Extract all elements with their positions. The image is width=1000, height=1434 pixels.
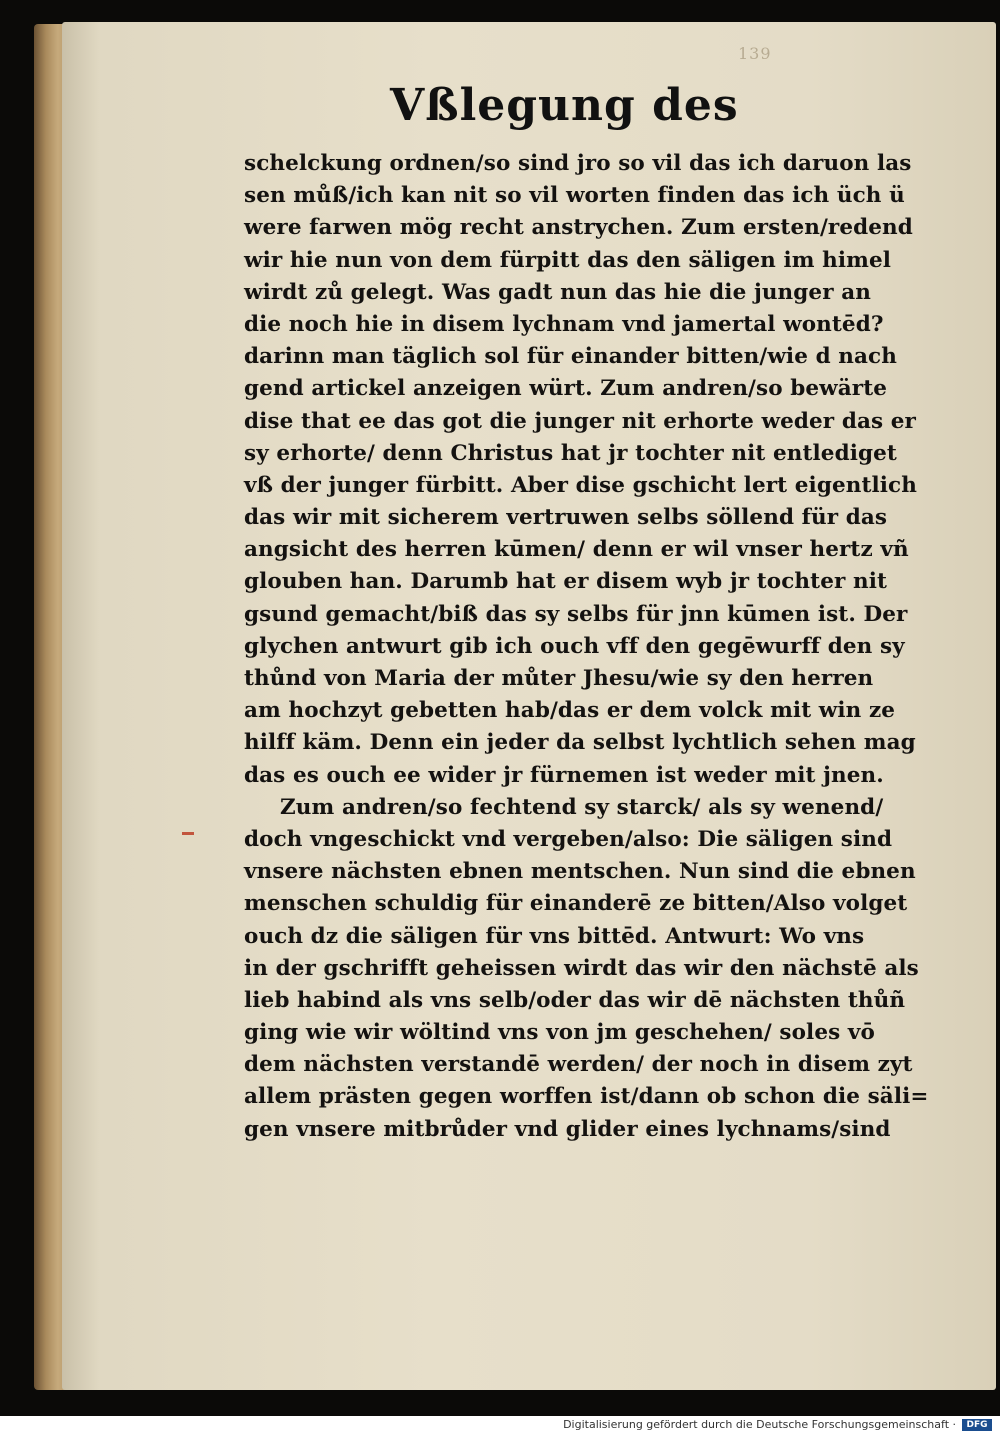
paragraph-start-line: Zum andren/so fechtend sy starck/ als sy wenend/ bbox=[280, 794, 884, 820]
text-line: wirdt zů gelegt. Was gadt nun das hie die junger an bbox=[244, 279, 871, 305]
text-line: das wir mit sicherem vertruwen selbs söllend für das bbox=[244, 505, 888, 531]
text-line: die noch hie in disem lychnam vnd jamertal wontēd? bbox=[244, 311, 884, 337]
text-line: angsicht des herren kūmen/ denn er wil vnser hertz vñ bbox=[244, 537, 909, 563]
text-line: ouch dz die säligen für vns bittēd. Antwurt: Wo vns bbox=[244, 923, 865, 949]
text-line: hilff käm. Denn ein jeder da selbst lychtlich sehen mag bbox=[244, 730, 916, 756]
text-line: das es ouch ee wider jr fürnemen ist weder mit jnen. bbox=[244, 762, 884, 788]
text-line: vnsere nächsten ebnen mentschen. Nun sind die ebnen bbox=[244, 859, 916, 885]
text-line: allem prästen gegen worffen ist/dann ob schon die säli= bbox=[244, 1084, 929, 1110]
digitization-credit: Digitalisierung gefördert durch die Deutsche Forschungsgemeinschaft · bbox=[563, 1418, 956, 1431]
text-line: doch vngeschickt vnd vergeben/also: Die säligen sind bbox=[244, 826, 893, 852]
text-line: ging wie wir wöltind vns von jm geschehen/ soles vō bbox=[244, 1020, 875, 1046]
text-line: menschen schuldig für einanderē ze bitten/Also volget bbox=[244, 891, 908, 917]
text-line: wir hie nun von dem fürpitt das den säligen im himel bbox=[244, 247, 892, 273]
red-ink-mark bbox=[182, 832, 194, 835]
text-line: in der gschrifft geheissen wirdt das wir den nächstē als bbox=[244, 955, 919, 981]
text-line: gsund gemacht/biß das sy selbs für jnn kūmen ist. Der bbox=[244, 601, 908, 627]
text-line: gend artickel anzeigen würt. Zum andren/so bewärte bbox=[244, 376, 888, 402]
running-head: Vßlegung des bbox=[390, 80, 739, 131]
text-line: am hochzyt gebetten hab/das er dem volck mit win ze bbox=[244, 698, 896, 724]
dfg-logo: DFG bbox=[962, 1419, 992, 1431]
text-line: were farwen mög recht anstrychen. Zum ersten/redend bbox=[244, 215, 913, 241]
text-line: sen můß/ich kan nit so vil worten finden das ich üch ü bbox=[244, 183, 905, 209]
text-line: dise that ee das got die junger nit erhorte weder das er bbox=[244, 408, 916, 434]
text-line: glychen antwurt gib ich ouch vff den gegēwurff den sy bbox=[244, 633, 905, 659]
text-line: thůnd von Maria der můter Jhesu/wie sy den herren bbox=[244, 666, 874, 691]
text-line: dem nächsten verstandē werden/ der noch in disem zyt bbox=[244, 1052, 913, 1078]
page-number: 139 bbox=[738, 44, 772, 63]
text-line: gen vnsere mitbrůder vnd glider eines lychnams/sind bbox=[244, 1116, 891, 1142]
text-block bbox=[244, 148, 929, 1146]
text-line: glouben han. Darumb hat er disem wyb jr tochter nit bbox=[244, 569, 888, 595]
text-line: darinn man täglich sol für einander bitten/wie d nach bbox=[244, 344, 897, 370]
text-line: lieb habind als vns selb/oder das wir dē nächsten thůñ bbox=[244, 987, 906, 1013]
text-line: schelckung ordnen/so sind jro so vil das ich daruon las bbox=[244, 151, 912, 176]
text-line: vß der junger fürbitt. Aber dise gschicht lert eigentlich bbox=[244, 472, 917, 498]
text-line: sy erhorte/ denn Christus hat jr tochter nit entlediget bbox=[244, 440, 897, 466]
